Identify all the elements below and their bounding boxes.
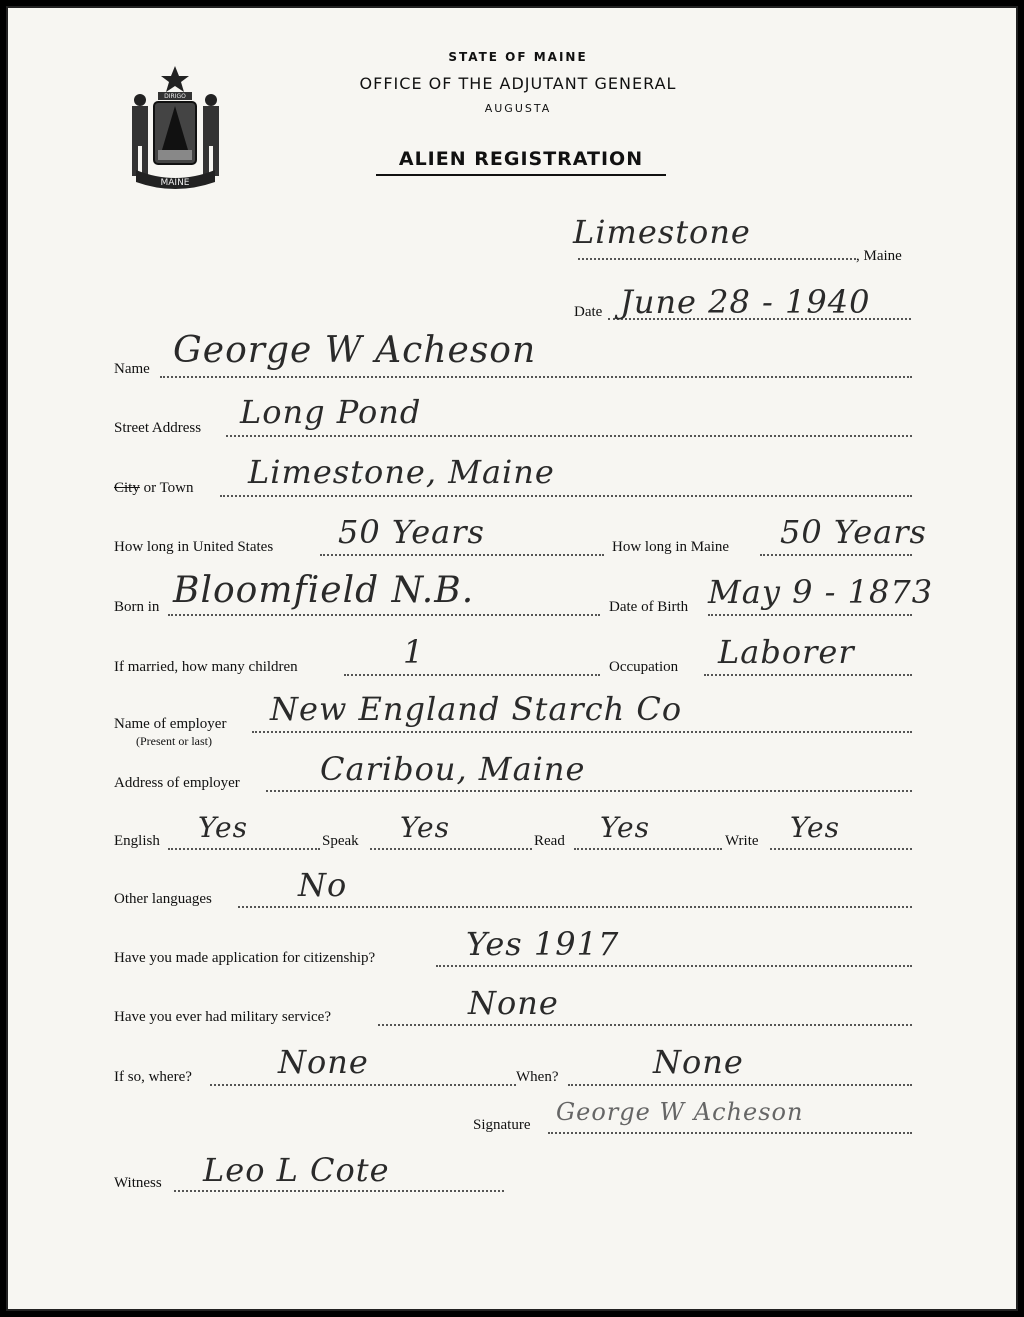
name-line bbox=[160, 376, 912, 378]
children-entry: 1 bbox=[403, 633, 425, 671]
where-entry: None bbox=[278, 1043, 369, 1081]
employer-name-line bbox=[252, 731, 912, 733]
how-long-us-label: How long in United States bbox=[114, 539, 274, 555]
occupation-entry: Laborer bbox=[718, 633, 855, 671]
employer-address-entry: Caribou, Maine bbox=[320, 750, 586, 788]
when-label: When? bbox=[516, 1069, 559, 1085]
city-label: City or Town bbox=[114, 480, 194, 496]
date-of-birth-line bbox=[708, 614, 912, 616]
signature-label: Signature bbox=[473, 1117, 531, 1133]
when-line bbox=[568, 1084, 912, 1086]
street-address-label: Street Address bbox=[114, 420, 202, 436]
military-entry: None bbox=[468, 984, 559, 1022]
write-label: Write bbox=[725, 833, 759, 849]
registration-form bbox=[6, 6, 1018, 1311]
how-long-maine-entry: 50 Years bbox=[780, 513, 927, 551]
read-entry: Yes bbox=[600, 811, 650, 844]
city-line bbox=[220, 495, 912, 497]
place-line bbox=[578, 258, 856, 260]
header-state: STATE OF MAINE bbox=[448, 50, 588, 64]
how-long-maine-line bbox=[760, 554, 912, 556]
read-line bbox=[574, 848, 722, 850]
date-entry: June 28 - 1940 bbox=[620, 283, 871, 321]
how-long-maine-label: How long in Maine bbox=[612, 539, 730, 555]
witness-label: Witness bbox=[114, 1175, 162, 1191]
military-line bbox=[378, 1024, 912, 1026]
if-so-where-label: If so, where? bbox=[114, 1069, 192, 1085]
read-label: Read bbox=[534, 833, 565, 849]
occupation-label: Occupation bbox=[609, 659, 679, 675]
other-languages-line bbox=[238, 906, 912, 908]
occupation-line bbox=[704, 674, 912, 676]
svg-text:DIRIGO: DIRIGO bbox=[164, 93, 186, 100]
signature-line bbox=[548, 1132, 912, 1134]
where-line bbox=[210, 1084, 516, 1086]
how-long-us-entry: 50 Years bbox=[338, 513, 485, 551]
speak-label: Speak bbox=[322, 833, 359, 849]
english-entry: Yes bbox=[198, 811, 248, 844]
born-in-entry: Bloomfield N.B. bbox=[173, 570, 475, 611]
citizenship-label: Have you made application for citizenship? bbox=[114, 950, 376, 966]
when-entry: None bbox=[653, 1043, 744, 1081]
name-entry: George W Acheson bbox=[173, 330, 537, 371]
city-entry: Limestone, Maine bbox=[248, 453, 555, 491]
write-entry: Yes bbox=[790, 811, 840, 844]
form-title: ALIEN REGISTRATION bbox=[376, 148, 666, 176]
military-label: Have you ever had military service? bbox=[114, 1009, 331, 1025]
svg-text:MAINE: MAINE bbox=[160, 178, 190, 188]
other-languages-label: Other languages bbox=[114, 891, 212, 907]
maine-state-seal-icon bbox=[118, 58, 233, 198]
street-address-line bbox=[226, 435, 912, 437]
children-label: If married, how many children bbox=[114, 659, 298, 675]
born-in-line bbox=[168, 614, 600, 616]
english-label: English bbox=[114, 833, 160, 849]
place-entry: Limestone bbox=[573, 213, 751, 251]
name-label: Name bbox=[114, 361, 150, 377]
employer-address-label: Address of employer bbox=[114, 775, 240, 791]
how-long-us-line bbox=[320, 554, 604, 556]
street-address-entry: Long Pond bbox=[240, 393, 422, 431]
header-office: OFFICE OF THE ADJUTANT GENERAL bbox=[359, 74, 677, 93]
write-line bbox=[770, 848, 912, 850]
maine-label: , Maine bbox=[856, 248, 902, 264]
header-city: AUGUSTA bbox=[484, 102, 552, 115]
employer-address-line bbox=[266, 790, 912, 792]
children-line bbox=[344, 674, 600, 676]
employer-note-label: (Present or last) bbox=[136, 734, 212, 748]
date-of-birth-label: Date of Birth bbox=[609, 599, 689, 615]
witness-entry: Leo L Cote bbox=[203, 1151, 390, 1189]
speak-entry: Yes bbox=[400, 811, 450, 844]
date-label: Date bbox=[574, 304, 603, 320]
witness-line bbox=[174, 1190, 504, 1192]
english-line bbox=[168, 848, 320, 850]
citizenship-line bbox=[436, 965, 912, 967]
speak-line bbox=[370, 848, 532, 850]
citizenship-entry: Yes 1917 bbox=[466, 925, 620, 963]
other-languages-entry: No bbox=[298, 866, 348, 904]
date-of-birth-entry: May 9 - 1873 bbox=[708, 573, 934, 611]
employer-name-label: Name of employer bbox=[114, 716, 227, 732]
employer-name-entry: New England Starch Co bbox=[270, 690, 683, 728]
signature-entry: George W Acheson bbox=[556, 1098, 804, 1126]
born-in-label: Born in bbox=[114, 599, 160, 615]
